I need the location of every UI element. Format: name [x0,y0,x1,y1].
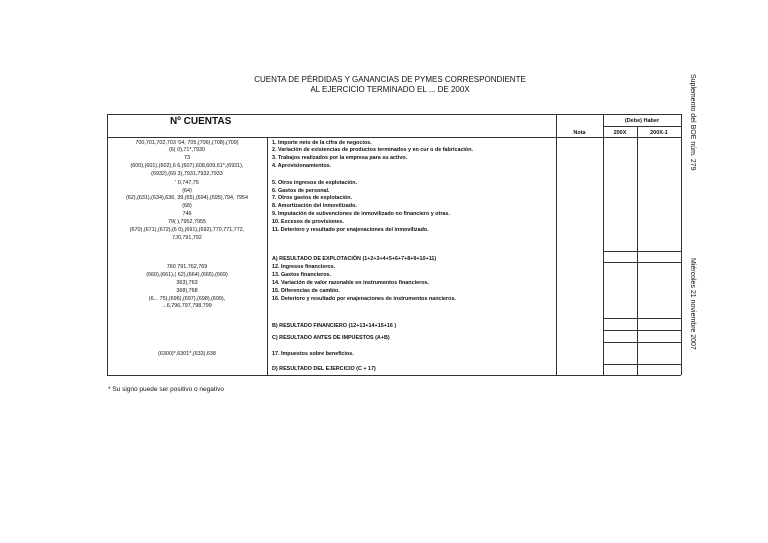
grid-line [681,114,682,375]
account-codes: 760 791,762,769 [166,264,208,270]
account-codes: (6... 75),(696),(697),(698),(699), [148,296,226,302]
result-c: C) RESULTADO ANTES DE IMPUESTOS (A+B) [272,335,390,341]
result-b: B) RESULTADO FINANCIERO (12+13+14+15+16 ) [272,323,397,329]
account-codes: ...6,796,797,798,799 [162,303,212,309]
concept-line: 11. Deterioro y resultado por enajenaciones del inmovilizado. [272,227,429,233]
grid-line [603,318,681,319]
concept-line: 3. Trabajos realizados por la empresa para su activo. [272,155,408,161]
concept-line: 17. Impuestos sobre beneficios. [272,351,354,357]
account-codes-tax: (6300)*,6301*,(633),638 [158,351,216,357]
grid-line [603,262,681,263]
account-codes: 79( ),7952,7955 [167,219,207,225]
concept-line: 7. Otros gastos de explotación. [272,195,352,201]
grid-line [603,126,681,127]
accounts-column-header: Nº CUENTAS [170,116,232,127]
account-codes: (62),(631),(634),636, 39,(65),(694),(695),794, 7954 [126,195,248,201]
account-codes: 7J0,791,792 [172,235,202,241]
concept-line: 2. Variación de existencias de productos terminados y en cur o de fabricación. [272,147,474,153]
grid-line [267,137,268,375]
grid-line [107,114,681,115]
result-a: A) RESULTADO DE EXPLOTACIÓN (1+2+3+4+5+6+7+8+9+10+11) [272,256,437,262]
concept-line: 10. Excesos de provisiones. [272,219,344,225]
concept-line: 15. Diferencias de cambio. [272,288,340,294]
account-codes: 746 [182,211,192,217]
account-codes: (6932),(69 3),7931,7932,7933 [151,171,223,177]
grid-line [107,137,681,138]
account-codes: (64) [182,188,192,194]
page-title-line-2: AL EJERCICIO TERMINADO EL ... DE 200X [310,85,470,94]
grid-line [603,364,681,365]
page-title-line-1: CUENTA DE PÉRDIDAS Y GANANCIAS DE PYMES CORRESPONDIENTE [254,75,526,84]
concept-line: 5. Otros ingresos de explotación. [272,180,358,186]
year-current-header: 200X [613,130,627,136]
account-codes: ' 0,747,75 [175,180,199,186]
concept-line: 12. Ingresos financieros. [272,264,336,270]
nota-header: Nota [573,130,586,136]
account-codes: (660),(661),( 62),(664),(665),(669) [146,272,228,278]
concept-line: 14. Variación de valor razonable en instrumentos financieros. [272,280,429,286]
year-previous-header: 200X-1 [650,130,668,136]
side-header-date: Miércoles 21 noviembre 2007 [689,258,696,350]
result-d: D) RESULTADO DEL EJERCICIO (C + 17) [272,366,376,372]
grid-line [603,114,604,375]
debe-haber-header: (Debe) Haber [624,118,660,124]
concept-line: 1. Importe neto de la cifra de negocios. [272,140,372,146]
side-header-publication: Suplemento del BOE núm. 279 [689,74,696,171]
grid-line [603,330,681,331]
grid-line [556,114,557,375]
concept-line: 16. Deterioro y resultado por enajenaciones de instrumentos nancieros. [272,296,456,302]
account-codes: 73 [184,155,190,161]
grid-line [603,342,681,343]
concept-line: 4. Aprovisionamientos. [272,163,332,169]
grid-line [603,251,681,252]
concept-line: 6. Gastos de personal. [272,188,330,194]
footnote: * Su signo puede ser positivo o negativo [108,386,224,393]
concept-line: 8. Amortización del inmovilizado. [272,203,357,209]
concept-line: 9. Imputación de subvenciones de inmovilizado no financiero y otras. [272,211,450,217]
account-codes: (68) [182,203,192,209]
account-codes: (670),(671),(672),(6 0),(691),(692),770,771,772, [129,227,245,233]
account-codes: 368),768 [176,288,198,294]
account-codes: (6( 0),71*,7930 [169,147,205,153]
concept-line: 13. Gastos financieros. [272,272,332,278]
grid-line [107,375,681,376]
account-codes: 700,701,702,703 '04, 705,(706),(708),(709) [135,140,239,146]
account-codes: 363),763 [176,280,198,286]
account-codes: (600),(601),(602),6 6,(607),608,609,61*,(6931), [130,163,244,169]
